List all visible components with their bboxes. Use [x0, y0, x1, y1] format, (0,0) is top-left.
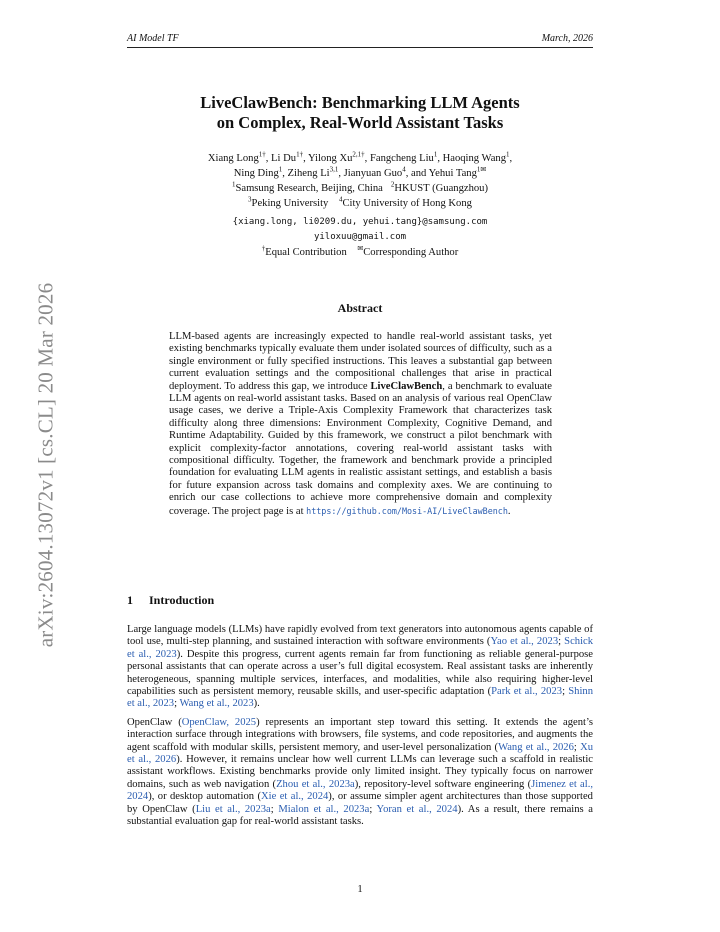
- citation-link[interactable]: Jimenez et al., 2024: [127, 778, 593, 803]
- author-name: Fangcheng Liu: [369, 153, 434, 164]
- citation-link[interactable]: Liu et al., 2023a: [195, 803, 271, 815]
- affiliation-sup: 2: [390, 180, 395, 189]
- para-text: ) represents an important step toward this setting. It extends the agent’s interaction surface through integrations with browsers, file systems, and code repositories, and augments the agent scaffold with modular skills, persistent memory, and user-level personalization (: [127, 716, 594, 753]
- citation-link[interactable]: Wang et al., 2023: [179, 698, 254, 710]
- para-text: ).: [253, 698, 260, 710]
- para-text: ), repository-level software engineering (: [354, 778, 532, 790]
- para-text: ;: [174, 698, 180, 710]
- paragraph: [127, 624, 593, 711]
- abstract-text: .: [507, 505, 511, 517]
- email-line-2: yiloxuu@gmail.com: [313, 232, 407, 242]
- author-conjunction: and: [411, 168, 427, 179]
- para-text: ). However, it remains unclear how well current LLMs can leverage such a scaffold in realistic assistant workflows. Existing benchmarks provide only limited insight. They typically focus on narrower domains, such as web navigation (: [127, 754, 594, 790]
- author-name: Yehui Tang: [428, 168, 477, 179]
- paragraph: [127, 717, 593, 829]
- author-name: Ziheng Li: [287, 168, 330, 179]
- author-sup: 1: [433, 150, 438, 159]
- para-text: ). As a result, there remains a substantial evaluation gap for real-world assistant tasks.: [127, 803, 594, 828]
- author-sup: 1: [506, 150, 510, 159]
- corresponding-author-note: Corresponding Author: [363, 247, 459, 258]
- citation-link[interactable]: Xu et al., 2026: [127, 741, 594, 766]
- para-text: ). Despite this progress, current agents remain far from functioning as reliable general-purpose personal assistants that can operate across a user’s full digital ecosystem. Real assistant tasks are inherently heterogeneous, spanning multiple services, interfaces, and modalities, while also requiring higher-level capabilities such as persistent memory, reusable skills, and user-specific adaptation (: [127, 648, 593, 698]
- header-left: AI Model TF: [127, 33, 179, 44]
- author-sup: 4: [402, 165, 406, 174]
- para-text: ), or desktop automation (: [148, 791, 261, 803]
- affiliation-sup: 3: [248, 195, 252, 204]
- author-sup: 1†: [296, 150, 304, 159]
- abstract-text: , a benchmark to evaluate LLM agents on real-world assistant tasks. Based on an analysis of various real OpenClaw usage cases, we derive a Triple-Axis Complexity Framework that characterizes task difficulty along three dimensions: Environment Complexity, Cognitive Demand, and Runtime Adaptability. Guided by this framework, we construct a pilot benchmark with explicit complexity-factor annotations, covering real-world assistant tasks with compositional difficulty. Together, the framework and benchmark provide a principled foundation for evaluating LLM agents in realistic assistant settings, and establish a basis for future expansion across task domains and complexity axes. We are continuing to enrich our case collections to achieve more comprehensive domain and complexity coverage. The project page is at: [169, 380, 552, 517]
- author-sup: 1✉: [476, 165, 487, 174]
- note-sup: †: [261, 244, 266, 253]
- author-sup: 3,1: [329, 165, 339, 174]
- author-sup: 2,1†: [352, 150, 365, 159]
- abstract-body: [169, 331, 552, 518]
- citation-link[interactable]: Mialon et al., 2023a: [278, 803, 370, 815]
- affiliation-sup: 1: [231, 180, 236, 189]
- section-title: Introduction: [149, 593, 215, 607]
- citation-link[interactable]: Park et al., 2023: [491, 686, 563, 698]
- author-name: Jianyuan Guo: [343, 168, 403, 179]
- author-name: Li Du: [271, 153, 297, 164]
- para-text: ;: [558, 636, 565, 648]
- citation-link[interactable]: Yao et al., 2023: [490, 636, 559, 648]
- author-line-2: Ning Ding$^1$, Ziheng Li$^{3,1}$, Jianyuan Guo$^4$, and Yehui Tang$^{1✉}$: [233, 165, 487, 179]
- affiliation: HKUST (Guangzhou): [394, 183, 489, 194]
- para-text: ;: [573, 741, 581, 753]
- affiliation: Samsung Research, Beijing, China: [235, 183, 383, 194]
- paper-title: [127, 93, 593, 133]
- abstract-heading: Abstract: [337, 301, 383, 315]
- author-sup: 1: [278, 165, 283, 174]
- author-name: Ning Ding: [233, 168, 279, 179]
- para-text: ), or assume simpler agent architectures than those supported by OpenClaw (: [127, 791, 593, 815]
- para-text: Large language models (LLMs) have rapidly evolved from text generators into autonomous agents capable of tool use, multi-step planning, and sustained interaction with software environments (: [127, 624, 593, 648]
- section-heading: [127, 593, 214, 608]
- author-name: Xiang Long: [207, 153, 259, 164]
- citation-link[interactable]: Zhou et al., 2023a: [276, 778, 355, 790]
- citation-link[interactable]: OpenClaw, 2025: [181, 716, 257, 728]
- affiliation-line-2: [127, 196, 593, 211]
- title-line-1: LiveClawBench: Benchmarking LLM Agents: [200, 93, 520, 112]
- author-line-1: Xiang Long$^{1\dagger}$, Li $Du^{1\dagger}$, Yilong $Xu^{2,1\dagger}$, Fangcheng Liu$^1$, Haoqing Wang$^1$,: [207, 150, 513, 164]
- citation-link[interactable]: Xie et al., 2024: [260, 791, 329, 803]
- author-name: Haoqing Wang: [442, 153, 506, 164]
- citation-link[interactable]: Yoran et al., 2024: [376, 803, 458, 815]
- citation-link[interactable]: Wang et al., 2026: [498, 741, 574, 753]
- citation-link[interactable]: Schick et al., 2023: [127, 636, 594, 660]
- benchmark-name: LiveClawBench: [370, 380, 443, 392]
- affiliation: Peking University: [251, 198, 329, 209]
- author-block: [127, 151, 593, 260]
- header-date: March, 2026: [541, 33, 593, 44]
- affiliation-sup: 4: [338, 195, 343, 204]
- para-text: ;: [369, 803, 377, 815]
- project-link[interactable]: https://github.com/Mosi-AI/LiveClawBench: [306, 505, 508, 516]
- citation-link[interactable]: Shinn et al., 2023: [127, 686, 593, 710]
- section-number: 1: [127, 593, 133, 607]
- author-sup: 1†: [258, 150, 266, 159]
- title-line-2: on Complex, Real-World Assistant Tasks: [216, 113, 504, 132]
- arxiv-identifier: arXiv:2604.13072v1 [cs.CL] 20 Mar 2026: [33, 282, 58, 648]
- para-text: ;: [562, 686, 569, 698]
- affiliation-line-1: [127, 181, 593, 196]
- running-header: [127, 33, 593, 48]
- equal-contribution-note: Equal Contribution: [265, 247, 347, 258]
- page-number: 1: [357, 884, 363, 895]
- contribution-notes: [127, 245, 593, 260]
- author-name: Yilong Xu: [307, 153, 353, 164]
- para-text: ;: [270, 803, 279, 815]
- email-line-1: {xiang.long, li0209.du, yehui.tang}@samsung.com: [232, 217, 488, 227]
- abstract-text: LLM-based agents are increasingly expected to handle real-world assistant tasks, yet existing benchmarks typically evaluate them under isolated sources of difficulty, such as a single environment or fully specified instructions. This leaves a substantial gap between current evaluation settings and the compositional challenges that arise in practical deployment. To address this gap, we introduce: [169, 331, 552, 392]
- intro-body: [127, 624, 593, 835]
- para-text: OpenClaw (: [127, 716, 182, 728]
- envelope-icon: ✉: [357, 244, 364, 253]
- affiliation: City University of Hong Kong: [342, 198, 472, 209]
